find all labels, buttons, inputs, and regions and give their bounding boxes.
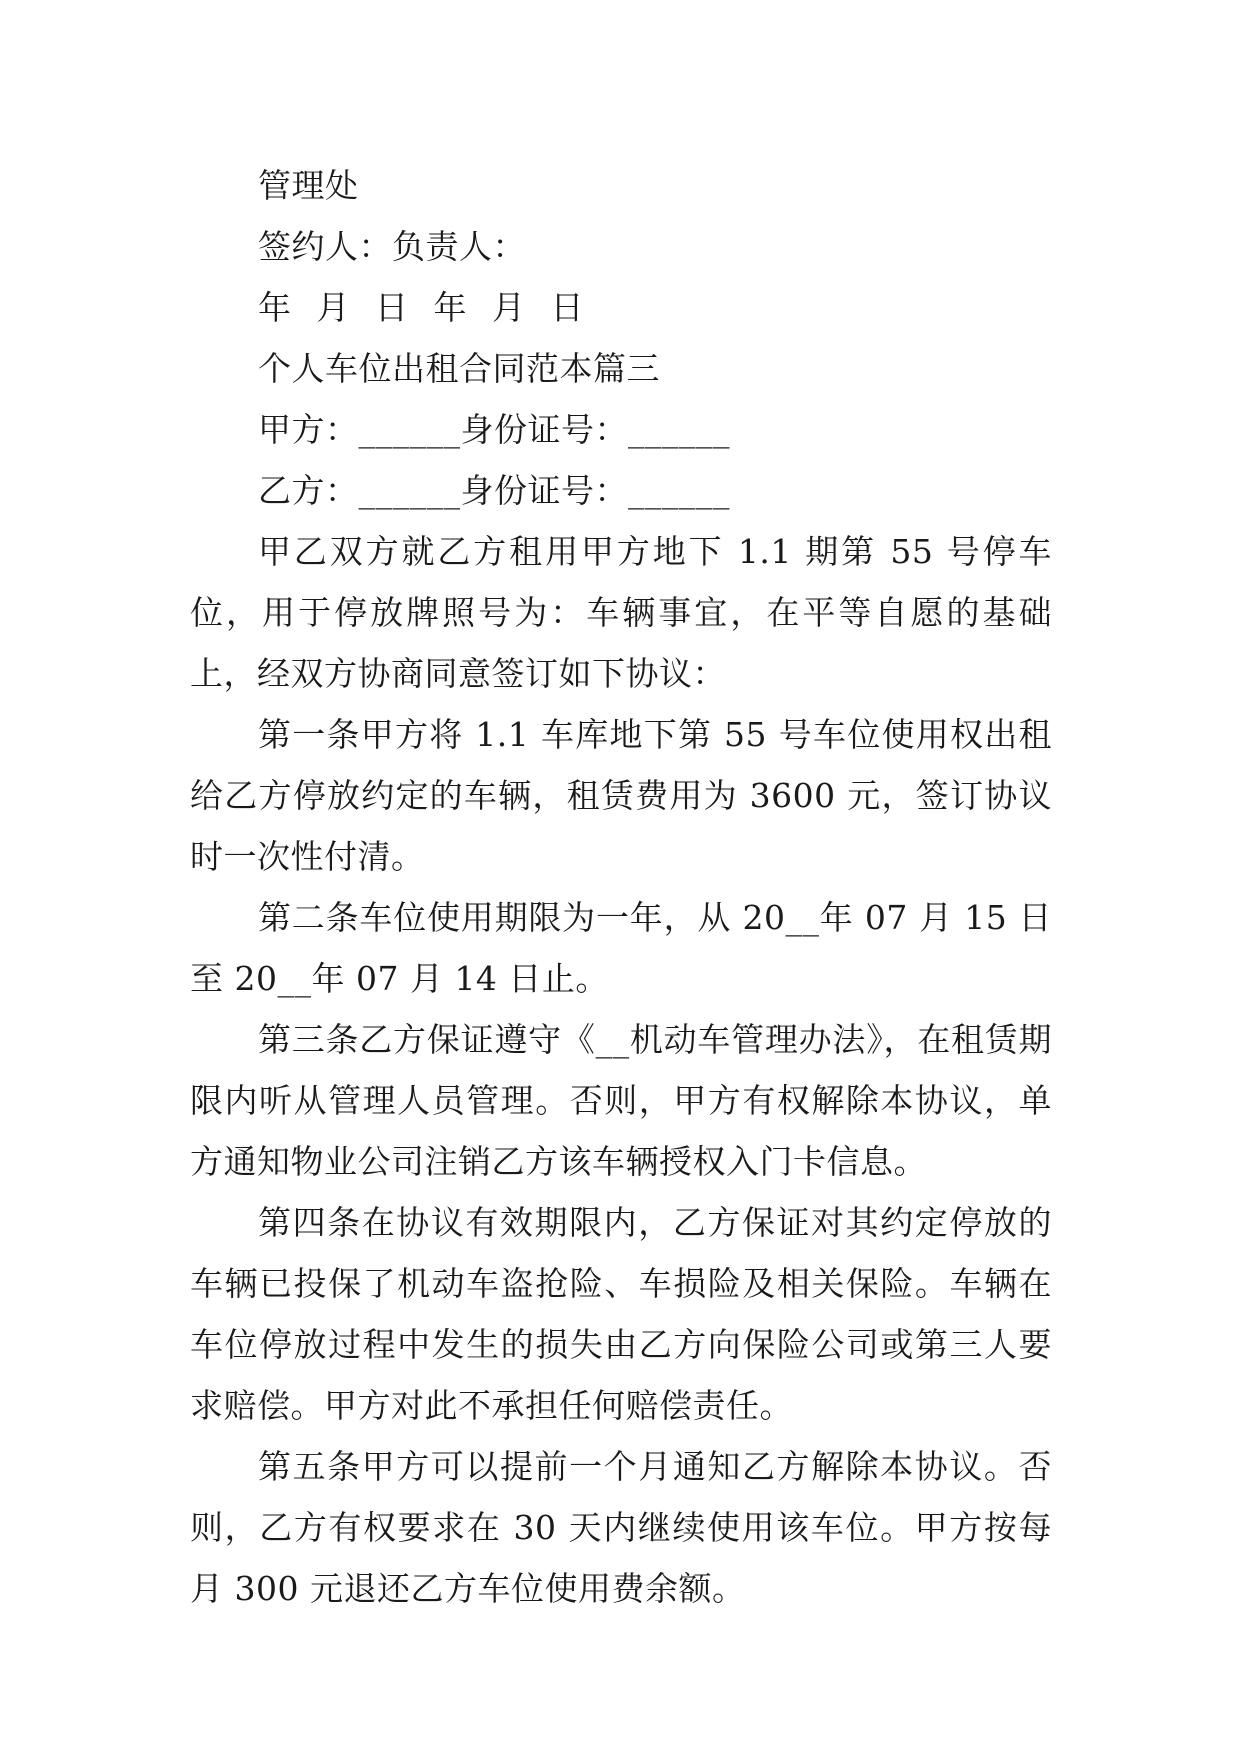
party-a-line: 甲方：______身份证号：______ bbox=[258, 410, 730, 449]
contract-title: 个人车位出租合同范本篇三 bbox=[258, 349, 660, 388]
article-4-paragraph: 第四条在协议有效期限内，乙方保证对其约定停放的车辆已投保了机动车盗抢险、车损险及相关保险。车辆在车位停放过程中发生的损失由乙方向保险公司或第三人要求赔偿。甲方对此不承担任何赔偿责任。 bbox=[190, 1203, 1052, 1425]
article-2-paragraph: 第二条车位使用期限为一年，从 20__年 07 月 15 日至 20__年 07 月 14 日止。 bbox=[190, 898, 1052, 998]
party-b-line: 乙方：______身份证号：______ bbox=[258, 471, 730, 510]
article-5-paragraph: 第五条甲方可以提前一个月通知乙方解除本协议。否则，乙方有权要求在 30 天内继续使用该车位。甲方按每月 300 元退还乙方车位使用费余额。 bbox=[190, 1447, 1052, 1608]
management-office-line: 管理处 bbox=[258, 166, 359, 205]
date-line: 年 月 日 年 月 日 bbox=[258, 288, 584, 327]
preamble-paragraph: 甲乙双方就乙方租用甲方地下 1.1 期第 55 号停车位，用于停放牌照号为：车辆事宜，在平等自愿的基础上，经双方协商同意签订如下协议： bbox=[190, 532, 1052, 693]
article-1-paragraph: 第一条甲方将 1.1 车库地下第 55 号车位使用权出租给乙方停放约定的车辆，租赁费用为 3600 元，签订协议时一次性付清。 bbox=[190, 715, 1052, 876]
document-body bbox=[190, 155, 1052, 1619]
signatory-line: 签约人：负责人： bbox=[258, 227, 526, 266]
article-3-paragraph: 第三条乙方保证遵守《__机动车管理办法》，在租赁期限内听从管理人员管理。否则，甲方有权解除本协议，单方通知物业公司注销乙方该车辆授权入门卡信息。 bbox=[190, 1020, 1052, 1181]
